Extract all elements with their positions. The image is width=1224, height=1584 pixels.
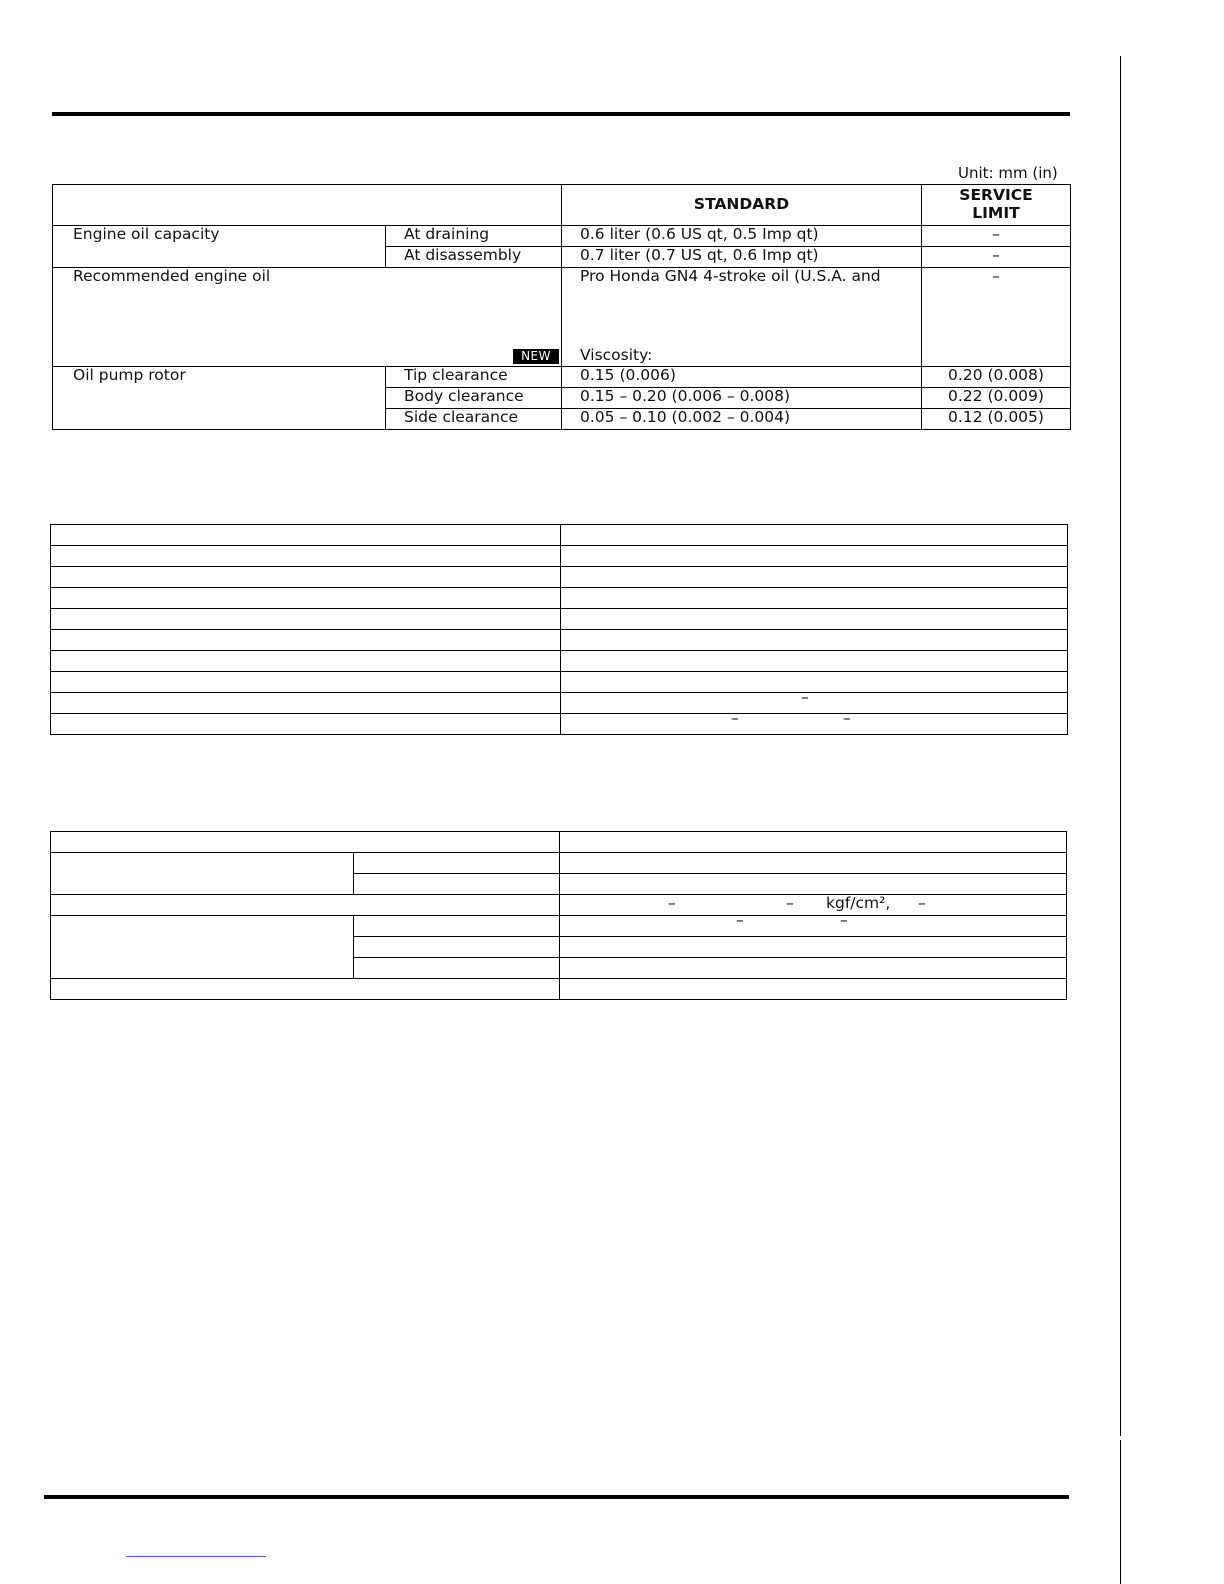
table-cell (561, 588, 1068, 609)
header-service-limit-line2: LIMIT (972, 204, 1020, 222)
specifications-table (52, 184, 1071, 430)
table-cell (560, 874, 1067, 895)
page-edge-line (1120, 56, 1121, 1436)
new-badge: NEW (513, 349, 559, 364)
dash-mark: – (786, 894, 794, 912)
table-row (51, 853, 1067, 874)
unit-label: Unit: mm (in) (958, 164, 1058, 182)
table-cell (51, 693, 561, 714)
table-row (51, 672, 1068, 693)
engine-oil-capacity-label: Engine oil capacity (53, 226, 386, 268)
spec-header-row (53, 185, 1071, 226)
pressure-cell (560, 895, 1067, 916)
recommended-oil-label: Recommended engine oil (73, 267, 271, 285)
table-cell (560, 916, 1067, 937)
table-cell (561, 546, 1068, 567)
table-cell (51, 525, 561, 546)
table-cell (561, 693, 1068, 714)
body-clearance-limit: 0.22 (0.009) (922, 388, 1071, 409)
dash-mark: – (918, 894, 926, 912)
table-row (51, 714, 1068, 735)
top-rule (52, 112, 1070, 116)
at-draining-label: At draining (386, 226, 562, 247)
table-cell (51, 630, 561, 651)
header-standard: STANDARD (562, 185, 922, 226)
pressure-unit: kgf/cm², (826, 894, 891, 912)
table-cell (51, 853, 354, 895)
table-cell (51, 672, 561, 693)
table-cell (561, 609, 1068, 630)
table-cell (560, 853, 1067, 874)
dash-mark: – (668, 894, 676, 912)
at-disassembly-label: At disassembly (386, 247, 562, 268)
table-row (51, 546, 1068, 567)
side-clearance-limit: 0.12 (0.005) (922, 409, 1071, 430)
at-draining-standard: 0.6 liter (0.6 US qt, 0.5 Imp qt) (562, 226, 922, 247)
table-cell (561, 714, 1068, 735)
body-clearance-standard: 0.15 – 0.20 (0.006 – 0.008) (562, 388, 922, 409)
header-service-limit-line1: SERVICE (959, 186, 1033, 205)
at-draining-limit: – (922, 226, 1071, 247)
table-cell (561, 525, 1068, 546)
recommended-oil-standard-cell (562, 268, 922, 367)
table-cell (51, 832, 560, 853)
body-clearance-label: Body clearance (386, 388, 562, 409)
header-service-limit (922, 185, 1071, 226)
bottom-rule (44, 1495, 1069, 1499)
viscosity-label: Viscosity: (580, 345, 653, 364)
table-cell (561, 630, 1068, 651)
table-cell (51, 714, 561, 735)
table-cell (354, 874, 560, 895)
tip-clearance-limit: 0.20 (0.008) (922, 367, 1071, 388)
table-row (51, 609, 1068, 630)
table-row (51, 567, 1068, 588)
table-cell (354, 937, 560, 958)
table-row (51, 630, 1068, 651)
dash-mark: – (731, 713, 739, 727)
recommended-oil-cell (53, 268, 562, 367)
table-cell (51, 916, 354, 979)
table-cell (561, 651, 1068, 672)
page-edge-line-lower (1120, 1440, 1121, 1584)
table-row (51, 693, 1068, 714)
table-row (51, 588, 1068, 609)
tools-table (50, 831, 1067, 1000)
at-disassembly-limit: – (922, 247, 1071, 268)
recommended-oil-standard: Pro Honda GN4 4-stroke oil (U.S.A. and (580, 267, 881, 285)
table-cell (560, 937, 1067, 958)
dash-mark: – (736, 915, 744, 929)
table-row (51, 525, 1068, 546)
torque-values-table (50, 524, 1068, 735)
oil-pump-rotor-label: Oil pump rotor (53, 367, 386, 430)
table-cell (354, 853, 560, 874)
table-row (51, 979, 1067, 1000)
table-cell (560, 979, 1067, 1000)
table-cell (560, 958, 1067, 979)
side-clearance-standard: 0.05 – 0.10 (0.002 – 0.004) (562, 409, 922, 430)
dash-mark: – (801, 692, 809, 706)
header-item-cell (53, 185, 562, 226)
dash-mark: – (843, 713, 851, 727)
footer-link-line (126, 1556, 266, 1557)
recommended-oil-limit: – (922, 268, 1071, 367)
table-cell (51, 609, 561, 630)
table-cell (51, 588, 561, 609)
table-cell (51, 567, 561, 588)
table-row (51, 832, 1067, 853)
table-cell (51, 895, 560, 916)
table-row (51, 651, 1068, 672)
table-cell (560, 832, 1067, 853)
tip-clearance-label: Tip clearance (386, 367, 562, 388)
at-disassembly-standard: 0.7 liter (0.7 US qt, 0.6 Imp qt) (562, 247, 922, 268)
tip-clearance-standard: 0.15 (0.006) (562, 367, 922, 388)
table-row (53, 367, 1071, 388)
table-cell (354, 916, 560, 937)
table-cell (51, 546, 561, 567)
table-cell (561, 672, 1068, 693)
side-clearance-label: Side clearance (386, 409, 562, 430)
table-row (53, 268, 1071, 367)
table-cell (51, 979, 560, 1000)
table-row (51, 916, 1067, 937)
dash-mark: – (840, 915, 848, 929)
table-cell (561, 567, 1068, 588)
table-row (53, 226, 1071, 247)
table-cell (354, 958, 560, 979)
table-row (51, 895, 1067, 916)
table-cell (51, 651, 561, 672)
